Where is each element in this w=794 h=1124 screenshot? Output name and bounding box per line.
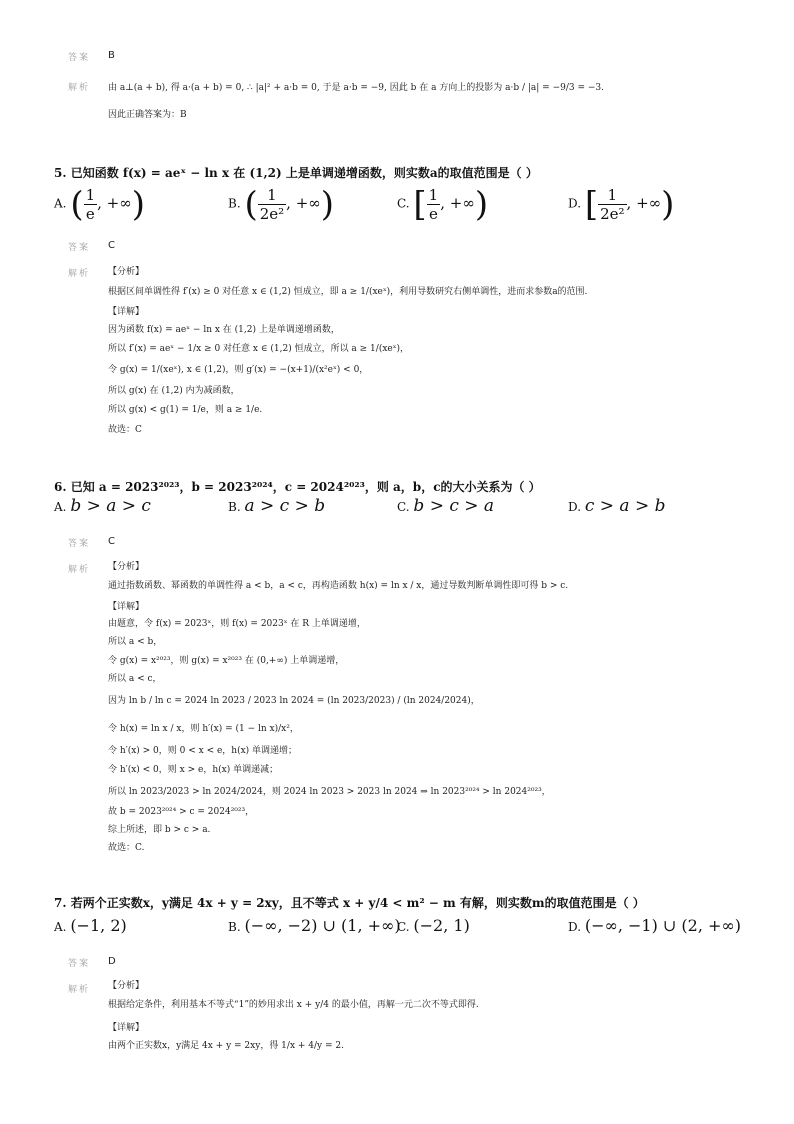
solution-line: 由两个正实数x，y满足 4x + y = 2xy，得 1/x + 4/y = 2. — [108, 1041, 344, 1051]
answer-tag: 答案 — [68, 53, 91, 63]
option-text: b > c > a — [413, 496, 495, 516]
solution-line: 由题意，令 f(x) = 2023ˣ，则 f(x) = 2023ˣ 在 R 上单调递增， — [108, 619, 366, 629]
analysis-tag: 解析 — [68, 83, 91, 93]
option-a: A. ( $\frac{1}{e}$ , +∞) — [54, 184, 145, 224]
analysis-tag: 解析 — [68, 565, 91, 575]
analysis-tag: 解析 — [68, 985, 91, 995]
solution-line: 【详解】 — [108, 1023, 145, 1033]
option-letter: A. — [54, 500, 67, 514]
solution-line: 因为 ln b / ln c = 2024 ln 2023 / 2023 ln 2024 = (ln 2023/2023) / (ln 2024/2024)， — [108, 696, 480, 706]
solution-line: 根据给定条件，利用基本不等式“1”的妙用求出 x + y/4 的最小值，再解一元二次不等式即得. — [108, 1000, 479, 1010]
answer-value: B — [108, 50, 115, 61]
option-text: (−∞, −1) ∪ (2, +∞) — [584, 916, 741, 935]
option-d — [568, 916, 741, 935]
question-stem: 6. 已知 a = 2023²⁰²³，b = 2023²⁰²⁴，c = 2024²⁰²³，则 a，b，c的大小关系为（ ） — [54, 480, 541, 494]
solution-line: 所以 g(x) 在 (1,2) 内为减函数， — [108, 386, 240, 396]
answer-tag: 答案 — [68, 539, 91, 549]
solution-line: 令 g(x) = 1/(xeˣ), x ∈ (1,2)，则 g′(x) = −(x+1)/(x²eˣ) < 0， — [108, 365, 369, 375]
option-c: C. [ $\frac{1}{e}$ , +∞) — [397, 184, 489, 224]
option-c — [397, 496, 494, 516]
option-letter: C. — [397, 920, 410, 934]
option-a — [54, 916, 127, 935]
solution-line: 令 h′(x) > 0，则 0 < x < e，h(x) 单调递增； — [108, 746, 298, 756]
solution-line: 所以 a < b， — [108, 637, 163, 647]
option-letter: B. — [228, 500, 241, 514]
solution-line: 【详解】 — [108, 602, 145, 612]
solution-line: 【分析】 — [108, 981, 145, 991]
solution-line: 所以 g(x) < g(1) = 1/e，则 a ≥ 1/e. — [108, 405, 263, 415]
solution-line: 故选：C. — [108, 843, 145, 853]
answer-value: C — [108, 536, 115, 547]
solution-line: 所以 a < c， — [108, 674, 162, 684]
solution-line: 令 h(x) = ln x / x，则 h′(x) = (1 − ln x)/x²， — [108, 724, 299, 734]
solution-line: 因为函数 f(x) = aeˣ − ln x 在 (1,2) 上是单调递增函数， — [108, 325, 340, 335]
option-text: a > c > b — [244, 496, 326, 516]
solution-line: 【分析】 — [108, 267, 145, 277]
option-letter: D. — [568, 500, 582, 514]
option-text: c > a > b — [584, 496, 666, 516]
solution-line: 综上所述，即 b > c > a. — [108, 825, 211, 835]
option-text: (−∞, −2) ∪ (1, +∞) — [244, 916, 401, 935]
option-b — [228, 916, 401, 935]
solution-line: 由 a⊥(a + b), 得 a·(a + b) = 0, ∴ |a|² + a·b = 0, 于是 a·b = −9, 因此 b 在 a 方向上的投影为 a·b / |a| = −9/3 = −3. — [108, 83, 605, 93]
solution-line: 令 g(x) = x²⁰²³，则 g(x) = x²⁰²³ 在 (0,+∞) 上单调递增， — [108, 656, 345, 666]
option-b — [228, 496, 325, 516]
question-stem: 7. 若两个正实数x，y满足 4x + y = 2xy，且不等式 x + y/4 < m² − m 有解，则实数m的取值范围是（ ） — [54, 896, 645, 910]
option-letter: A. — [54, 196, 67, 211]
answer-tag: 答案 — [68, 959, 91, 969]
option-d: D. [ $\frac{1}{\text{2e²}}$ , +∞) — [568, 184, 675, 224]
solution-line: 【分析】 — [108, 562, 145, 572]
solution-line: 通过指数函数、幂函数的单调性得 a < b，a < c，再构造函数 h(x) = ln x / x，通过导数判断单调性即可得 b > c. — [108, 581, 569, 591]
option-text: (−2, 1) — [413, 916, 470, 935]
solution-line: 因此正确答案为：B — [108, 110, 187, 120]
option-letter: A. — [54, 920, 67, 934]
solution-line: 令 h′(x) < 0，则 x > e，h(x) 单调递减； — [108, 765, 279, 775]
answer-value: C — [108, 240, 115, 251]
answer-value: D — [108, 956, 116, 967]
option-d — [568, 496, 666, 516]
solution-line: 所以 f′(x) = aeˣ − 1/x ≥ 0 对任意 x ∈ (1,2) 恒成立，所以 a ≥ 1/(xeˣ)， — [108, 344, 410, 354]
solution-line: 故 b = 2023²⁰²⁴ > c = 2024²⁰²³， — [108, 807, 255, 817]
analysis-tag: 解析 — [68, 269, 91, 279]
option-letter: D. — [568, 196, 582, 211]
option-letter: D. — [568, 920, 582, 934]
question-stem: 5. 已知函数 f(x) = aeˣ − ln x 在 (1,2) 上是单调递增函数，则实数a的取值范围是（ ） — [54, 166, 538, 180]
option-letter: C. — [397, 500, 410, 514]
option-letter: B. — [228, 920, 241, 934]
option-b: B. ( $\frac{1}{\text{2e²}}$ , +∞) — [228, 184, 335, 224]
option-c — [397, 916, 470, 935]
answer-tag: 答案 — [68, 243, 91, 253]
solution-line: 所以 ln 2023/2023 > ln 2024/2024，则 2024 ln 2023 > 2023 ln 2024 ⇒ ln 2023²⁰²⁴ > ln 2024²⁰²³， — [108, 787, 551, 797]
option-text: (−1, 2) — [70, 916, 127, 935]
option-letter: B. — [228, 196, 241, 211]
option-a — [54, 496, 151, 516]
solution-line: 根据区间单调性得 f′(x) ≥ 0 对任意 x ∈ (1,2) 恒成立，即 a ≥ 1/(xeˣ)，利用导数研究右侧单调性，进而求参数a的范围. — [108, 287, 588, 297]
option-text: b > a > c — [70, 496, 151, 516]
option-letter: C. — [397, 196, 410, 211]
solution-line: 故选：C — [108, 425, 142, 435]
solution-line: 【详解】 — [108, 307, 145, 317]
